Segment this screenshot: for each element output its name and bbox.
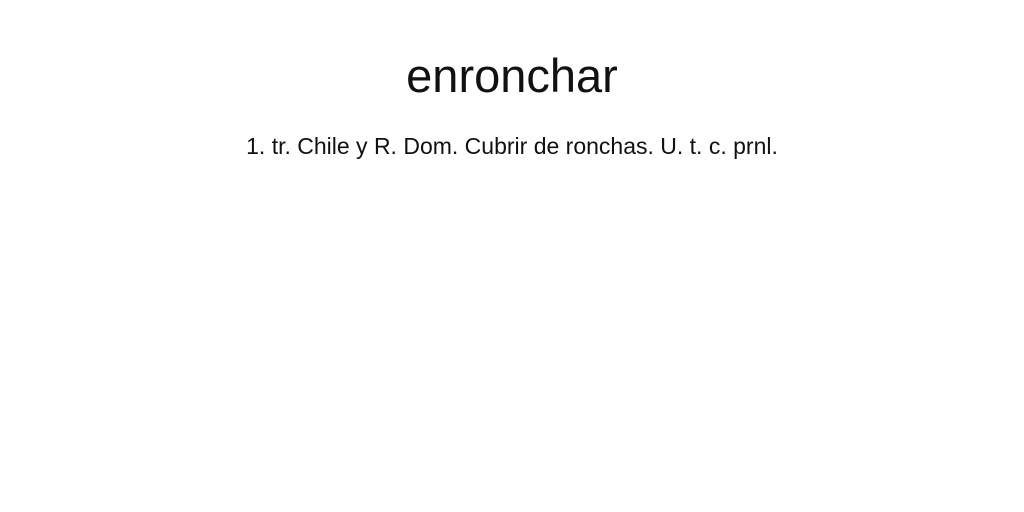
headword-title: enronchar xyxy=(406,49,618,102)
definition-1: 1. tr. Chile y R. Dom. Cubrir de ronchas. U. t. c. prnl. xyxy=(246,133,778,159)
